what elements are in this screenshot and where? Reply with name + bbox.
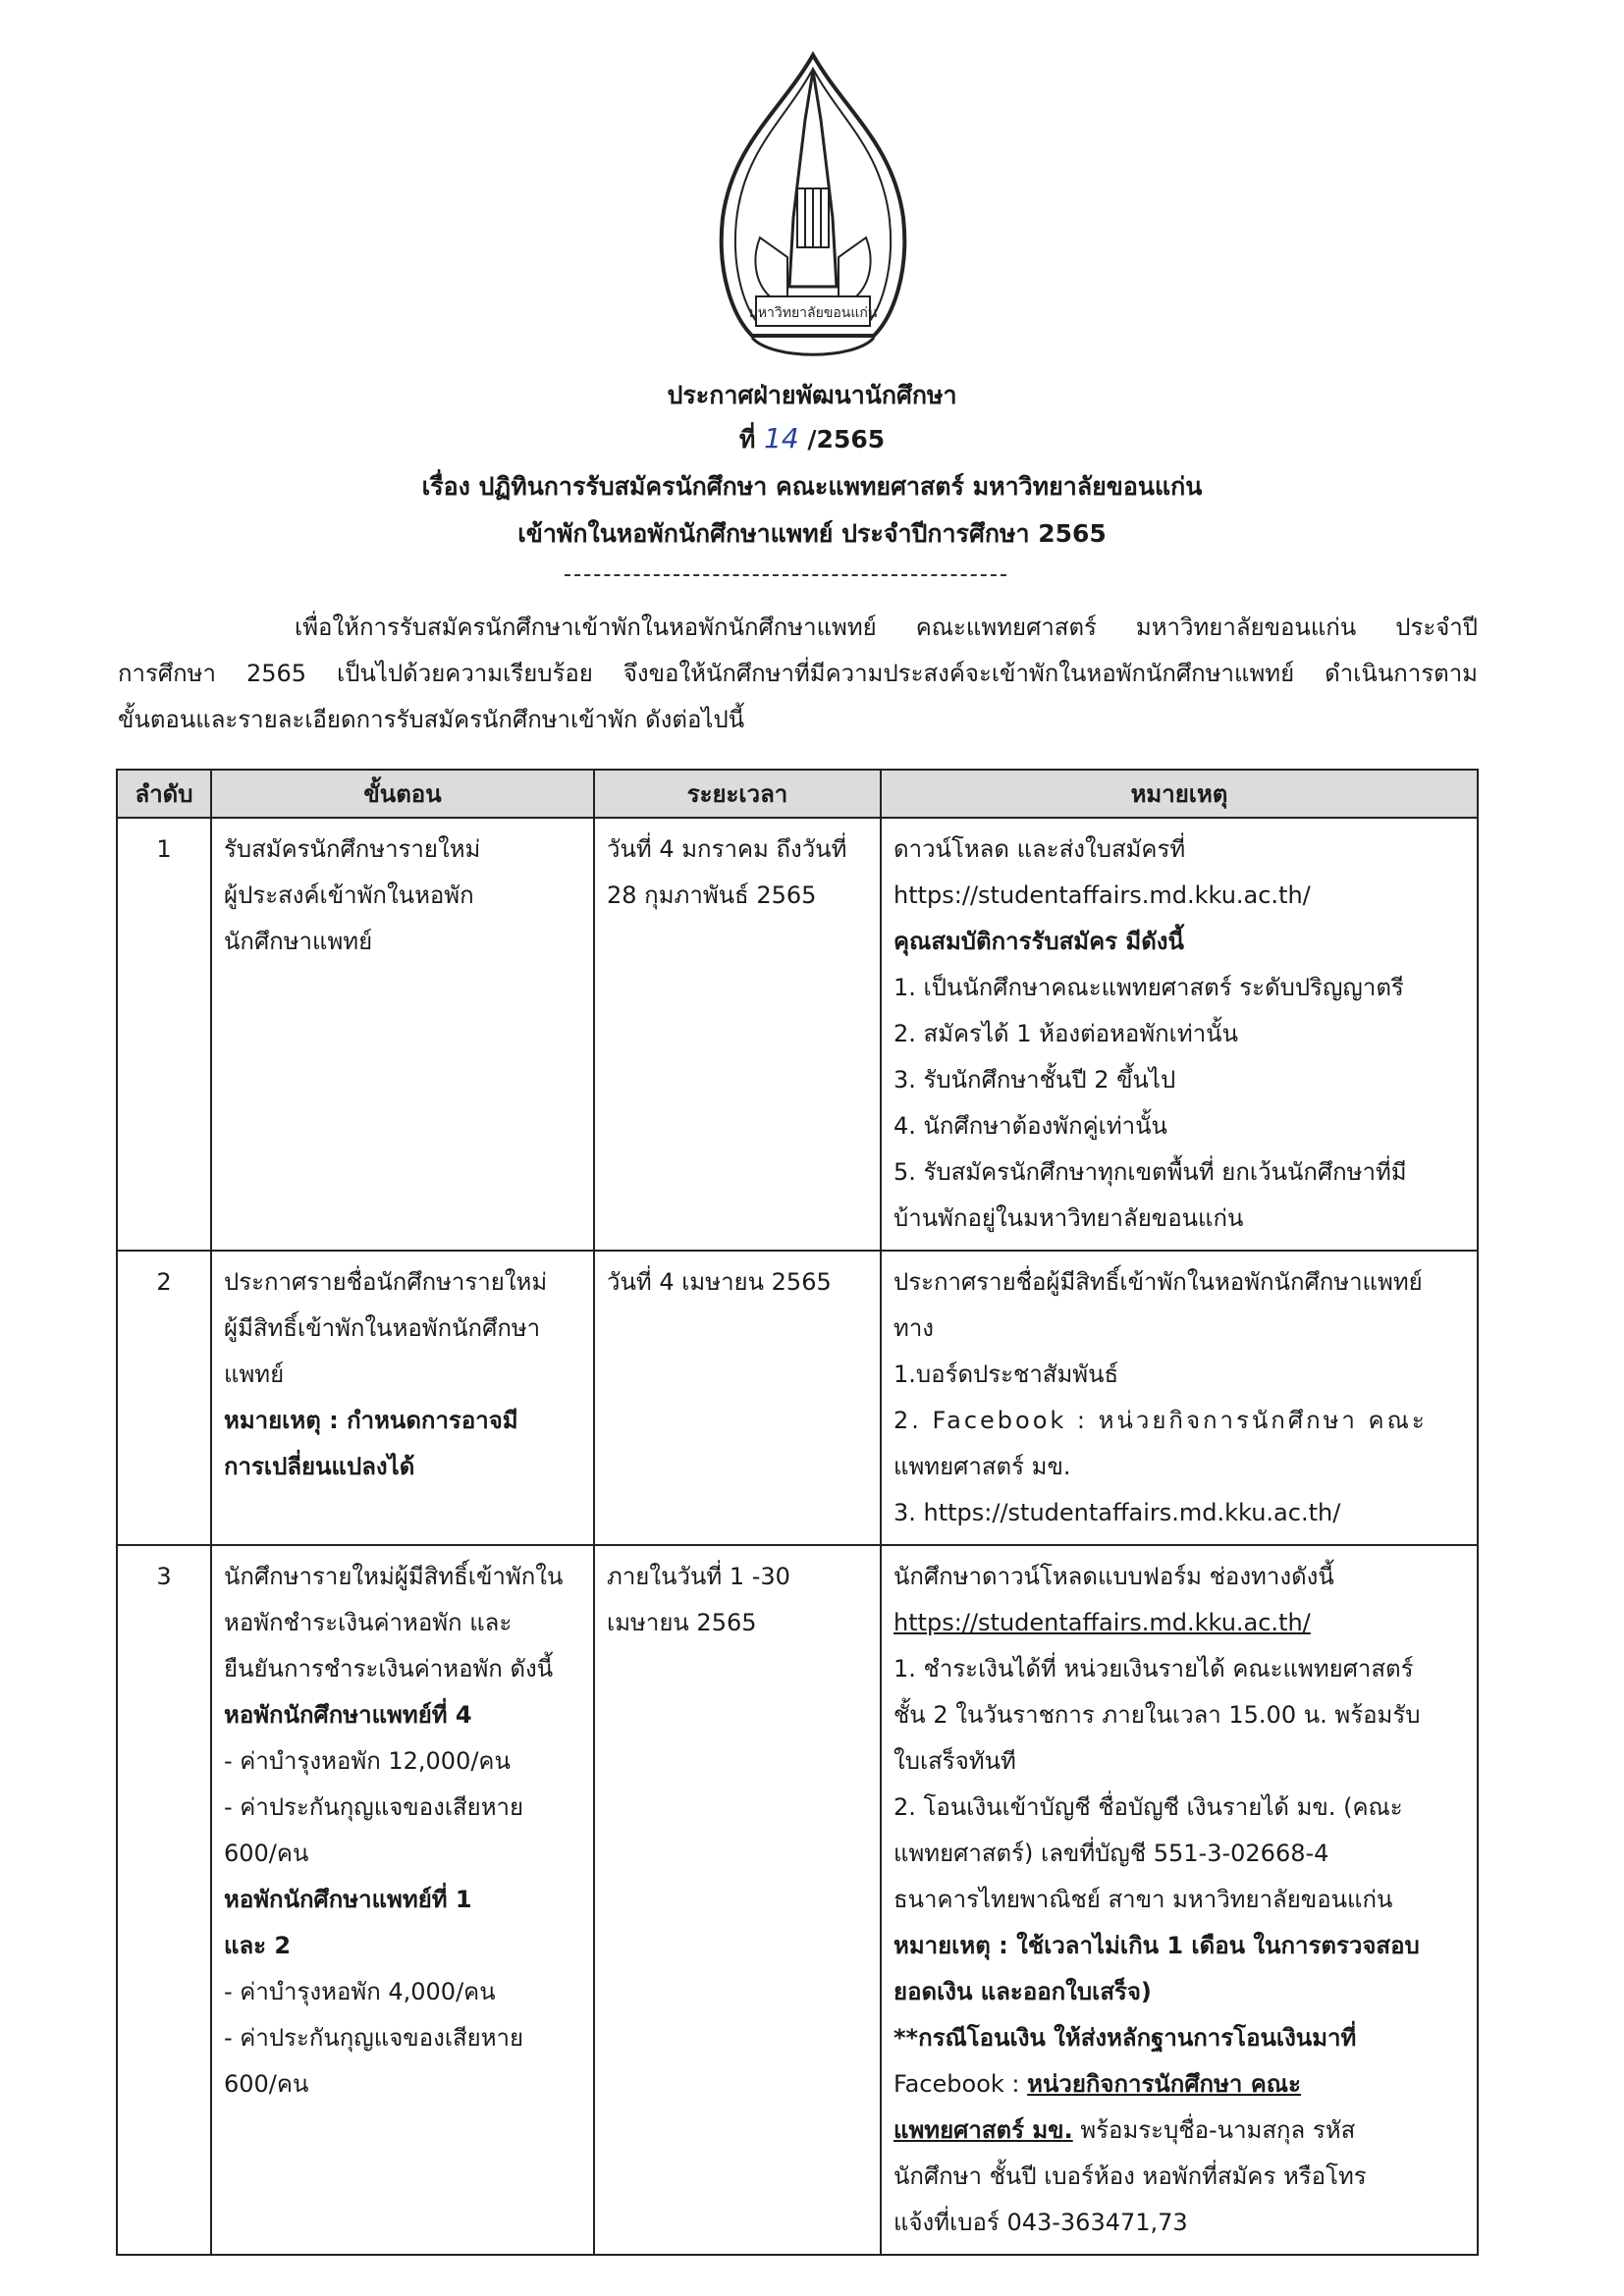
facebook-page-link[interactable]: หน่วยกิจการนักศึกษา คณะ [1027, 2070, 1301, 2098]
announcement-link[interactable]: 3. https://studentaffairs.md.kku.ac.th/ [893, 1499, 1341, 1526]
row-note: นักศึกษาดาวน์โหลดแบบฟอร์ม ช่องทางดังนี้ https://studentaffairs.md.kku.ac.th/ 1. ชำระเงินได้ที่ หน่วยเงินรายได้ คณะแพทยศาสตร์ ชั้น 2 ในวันราชการ ภายในเวลา 15.00 น. พร้อมรับ ใบเสร็จทันที 2. โอนเงินเข้าบัญชี ชื่อบัญชี เงินรายได้ มข. (คณะ แพทยศาสตร์) เลขที่บัญชี 551-3-02668-4 ธนาคารไทยพาณิชย์ สาขา มหาวิทยาลัยขอนแก่น หมายเหตุ : ใช้เวลาไม่เกิน 1 เดือน ในการตรวจสอบ ยอดเงิน และออกใบเสร็จ) **กรณีโอนเงิน ให้ส่งหลักฐานการโอนเงินมาที่ Facebook : หน่วยกิจการนักศึกษา คณะ แพทยศาสตร์ มข. พร้อมระบุชื่อ-นามสกุล รหัส นักศึกษา ชั้นปี เบอร์ห้อง หอพักที่สมัคร หรือโทร แจ้งที่เบอร์ 043-363471,73 [881, 1545, 1478, 2255]
header-note: หมายเหตุ [881, 770, 1478, 818]
row-step: นักศึกษารายใหม่ผู้มีสิทธิ์เข้าพักใน หอพักชำระเงินค่าหอพัก และ ยืนยันการชำระเงินค่าหอพัก ดังนี้ หอพักนักศึกษาแพทย์ที่ 4 - ค่าบำรุงหอพัก 12,000/คน - ค่าประกันกุญแจของเสียหาย 600/คน หอพักนักศึกษาแพทย์ที่ 1 และ 2 - ค่าบำรุงหอพัก 4,000/คน - ค่าประกันกุญแจของเสียหาย 600/คน [211, 1545, 594, 2255]
divider [565, 574, 1006, 576]
row-number: 3 [117, 1545, 211, 2255]
subject-line-1: เรื่อง ปฏิทินการรับสมัครนักศึกษา คณะแพทยศาสตร์ มหาวิทยาลัยขอนแก่น [421, 472, 1203, 501]
number-value: 14 [764, 422, 799, 454]
row-number: 2 [117, 1251, 211, 1545]
intro-line-2: การศึกษา 2565 เป็นไปด้วยความเรียบร้อย จึงขอให้นักศึกษาที่มีความประสงค์จะเข้าพักในหอพักนักศึกษาแพทย์ ดำเนินการตาม [118, 660, 1478, 687]
row-note: ดาวน์โหลด และส่งใบสมัครที่ https://studentaffairs.md.kku.ac.th/ คุณสมบัติการรับสมัคร มีดังนี้ 1. เป็นนักศึกษาคณะแพทยศาสตร์ ระดับปริญญาตรี 2. สมัครได้ 1 ห้องต่อหอพักเท่านั้น 3. รับนักศึกษาชั้นปี 2 ขึ้นไป 4. นักศึกษาต้องพักคู่เท่านั้น 5. รับสมัครนักศึกษาทุกเขตพื้นที่ ยกเว้นนักศึกษาที่มี บ้านพักอยู่ในมหาวิทยาลัยขอนแก่น [881, 818, 1478, 1251]
kku-emblem-icon [713, 51, 913, 371]
application-link[interactable]: https://studentaffairs.md.kku.ac.th/ [893, 881, 1311, 909]
row-number: 1 [117, 818, 211, 1251]
row-step: รับสมัครนักศึกษารายใหม่ ผู้ประสงค์เข้าพักในหอพัก นักศึกษาแพทย์ [211, 818, 594, 1251]
intro-line-3: ขั้นตอนและรายละเอียดการรับสมัครนักศึกษาเข้าพัก ดังต่อไปนี้ [118, 706, 745, 733]
number-prefix: ที่ [738, 425, 756, 454]
table-row [117, 1545, 1478, 2255]
facebook-page-link-cont[interactable]: แพทยศาสตร์ มข. [893, 2116, 1073, 2144]
row-period: ภายในวันที่ 1 -30 เมษายน 2565 [594, 1545, 881, 2255]
announcement-org: ประกาศฝ่ายพัฒนานักศึกษา [667, 381, 957, 409]
row-period: วันที่ 4 เมษายน 2565 [594, 1251, 881, 1545]
header-step: ขั้นตอน [211, 770, 594, 818]
announcement-number [0, 420, 1624, 459]
intro-line-1: เพื่อให้การรับสมัครนักศึกษาเข้าพักในหอพักนักศึกษาแพทย์ คณะแพทยศาสตร์ มหาวิทยาลัยขอนแก่น ประจำปี [295, 614, 1478, 641]
table-header-row [117, 770, 1478, 818]
schedule-table [116, 769, 1479, 2256]
header-period: ระยะเวลา [594, 770, 881, 818]
subject-line-2: เข้าพักในหอพักนักศึกษาแพทย์ ประจำปีการศึกษา 2565 [517, 519, 1107, 548]
table-row [117, 1251, 1478, 1545]
emblem-text: มหาวิทยาลัยขอนแก่น [748, 305, 878, 321]
header-order: ลำดับ [117, 770, 211, 818]
intro-paragraph [118, 605, 1478, 743]
row-step: ประกาศรายชื่อนักศึกษารายใหม่ ผู้มีสิทธิ์เข้าพักในหอพักนักศึกษา แพทย์ หมายเหตุ : กำหนดการอาจมี การเปลี่ยนแปลงได้ [211, 1251, 594, 1545]
row-note: ประกาศรายชื่อผู้มีสิทธิ์เข้าพักในหอพักนักศึกษาแพทย์ ทาง 1.บอร์ดประชาสัมพันธ์ 2. Facebook : หน่วยกิจการนักศึกษา คณะ แพทยศาสตร์ มข. 3. https://studentaffairs.md.kku.ac.th/ [881, 1251, 1478, 1545]
row-period: วันที่ 4 มกราคม ถึงวันที่ 28 กุมภาพันธ์ 2565 [594, 818, 881, 1251]
number-suffix: /2565 [807, 425, 886, 454]
table-row [117, 818, 1478, 1251]
form-download-link[interactable]: https://studentaffairs.md.kku.ac.th/ [893, 1609, 1311, 1636]
university-emblem [713, 51, 913, 371]
